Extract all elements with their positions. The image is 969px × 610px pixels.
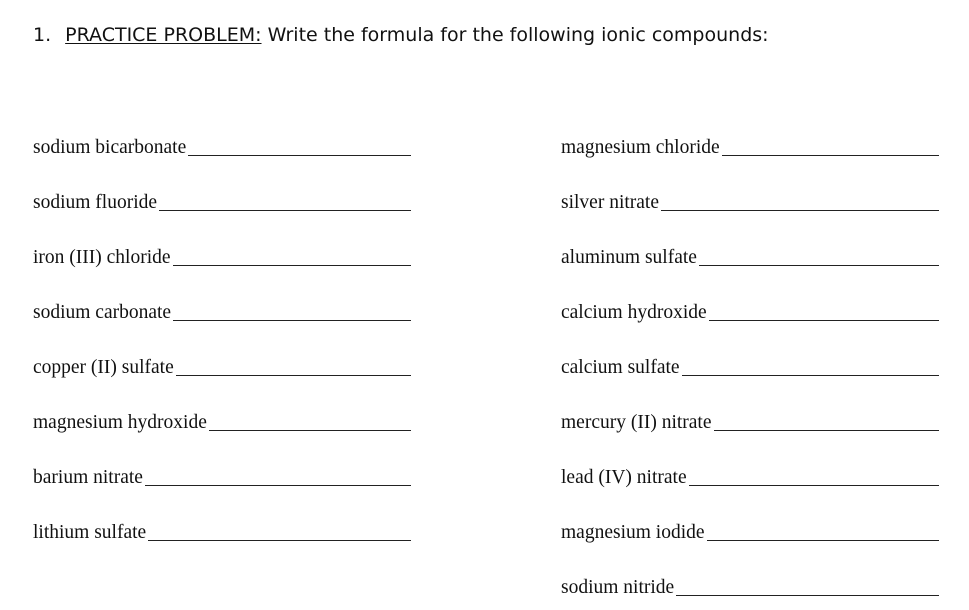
answer-blank[interactable] xyxy=(689,484,939,486)
answer-blank[interactable] xyxy=(176,374,411,376)
compound-name: copper (II) sulfate xyxy=(33,357,174,378)
compound-item xyxy=(33,130,411,160)
answer-blank[interactable] xyxy=(682,374,939,376)
compound-item xyxy=(561,350,939,380)
compound-item xyxy=(33,350,411,380)
compound-name: silver nitrate xyxy=(561,192,660,213)
problem-number: 1. xyxy=(33,24,52,46)
problem-label: PRACTICE PROBLEM: xyxy=(65,24,262,46)
compound-name: sodium bicarbonate xyxy=(33,137,187,158)
compound-name: magnesium chloride xyxy=(561,137,720,158)
answer-blank[interactable] xyxy=(188,154,411,156)
answer-blank[interactable] xyxy=(676,594,939,596)
compound-item xyxy=(33,240,411,270)
compound-item xyxy=(561,130,939,160)
compound-item xyxy=(561,570,939,600)
compound-item xyxy=(561,515,939,545)
compound-item xyxy=(33,460,411,490)
problem-instruction: Write the formula for the following ionic compounds: xyxy=(267,24,769,46)
compound-item xyxy=(561,295,939,325)
compound-name: sodium carbonate xyxy=(33,302,172,323)
compound-name: barium nitrate xyxy=(33,467,143,488)
compound-name: mercury (II) nitrate xyxy=(561,412,712,433)
answer-blank[interactable] xyxy=(145,484,411,486)
answer-blank[interactable] xyxy=(159,209,411,211)
compound-name: lithium sulfate xyxy=(33,522,147,543)
compound-item xyxy=(33,405,411,435)
compound-name: calcium sulfate xyxy=(561,357,680,378)
compound-name: aluminum sulfate xyxy=(561,247,697,268)
answer-blank[interactable] xyxy=(661,209,939,211)
compound-name: sodium fluoride xyxy=(33,192,158,213)
answer-blank[interactable] xyxy=(709,319,939,321)
compound-name: iron (III) chloride xyxy=(33,247,171,268)
compound-item xyxy=(561,460,939,490)
compound-name: magnesium hydroxide xyxy=(33,412,207,433)
answer-blank[interactable] xyxy=(707,539,939,541)
compound-item xyxy=(561,405,939,435)
compound-name: magnesium iodide xyxy=(561,522,705,543)
compound-name: lead (IV) nitrate xyxy=(561,467,687,488)
problem-heading xyxy=(33,22,769,48)
compound-name: calcium hydroxide xyxy=(561,302,707,323)
compound-item xyxy=(33,185,411,215)
answer-blank[interactable] xyxy=(722,154,939,156)
answer-blank[interactable] xyxy=(173,319,411,321)
answer-blank[interactable] xyxy=(173,264,411,266)
compound-item xyxy=(561,185,939,215)
compound-item xyxy=(33,515,411,545)
compound-item xyxy=(33,295,411,325)
answer-blank[interactable] xyxy=(148,539,411,541)
compound-name: sodium nitride xyxy=(561,577,675,598)
answer-blank[interactable] xyxy=(209,429,411,431)
answer-blank[interactable] xyxy=(699,264,939,266)
compound-item xyxy=(561,240,939,270)
answer-blank[interactable] xyxy=(714,429,940,431)
